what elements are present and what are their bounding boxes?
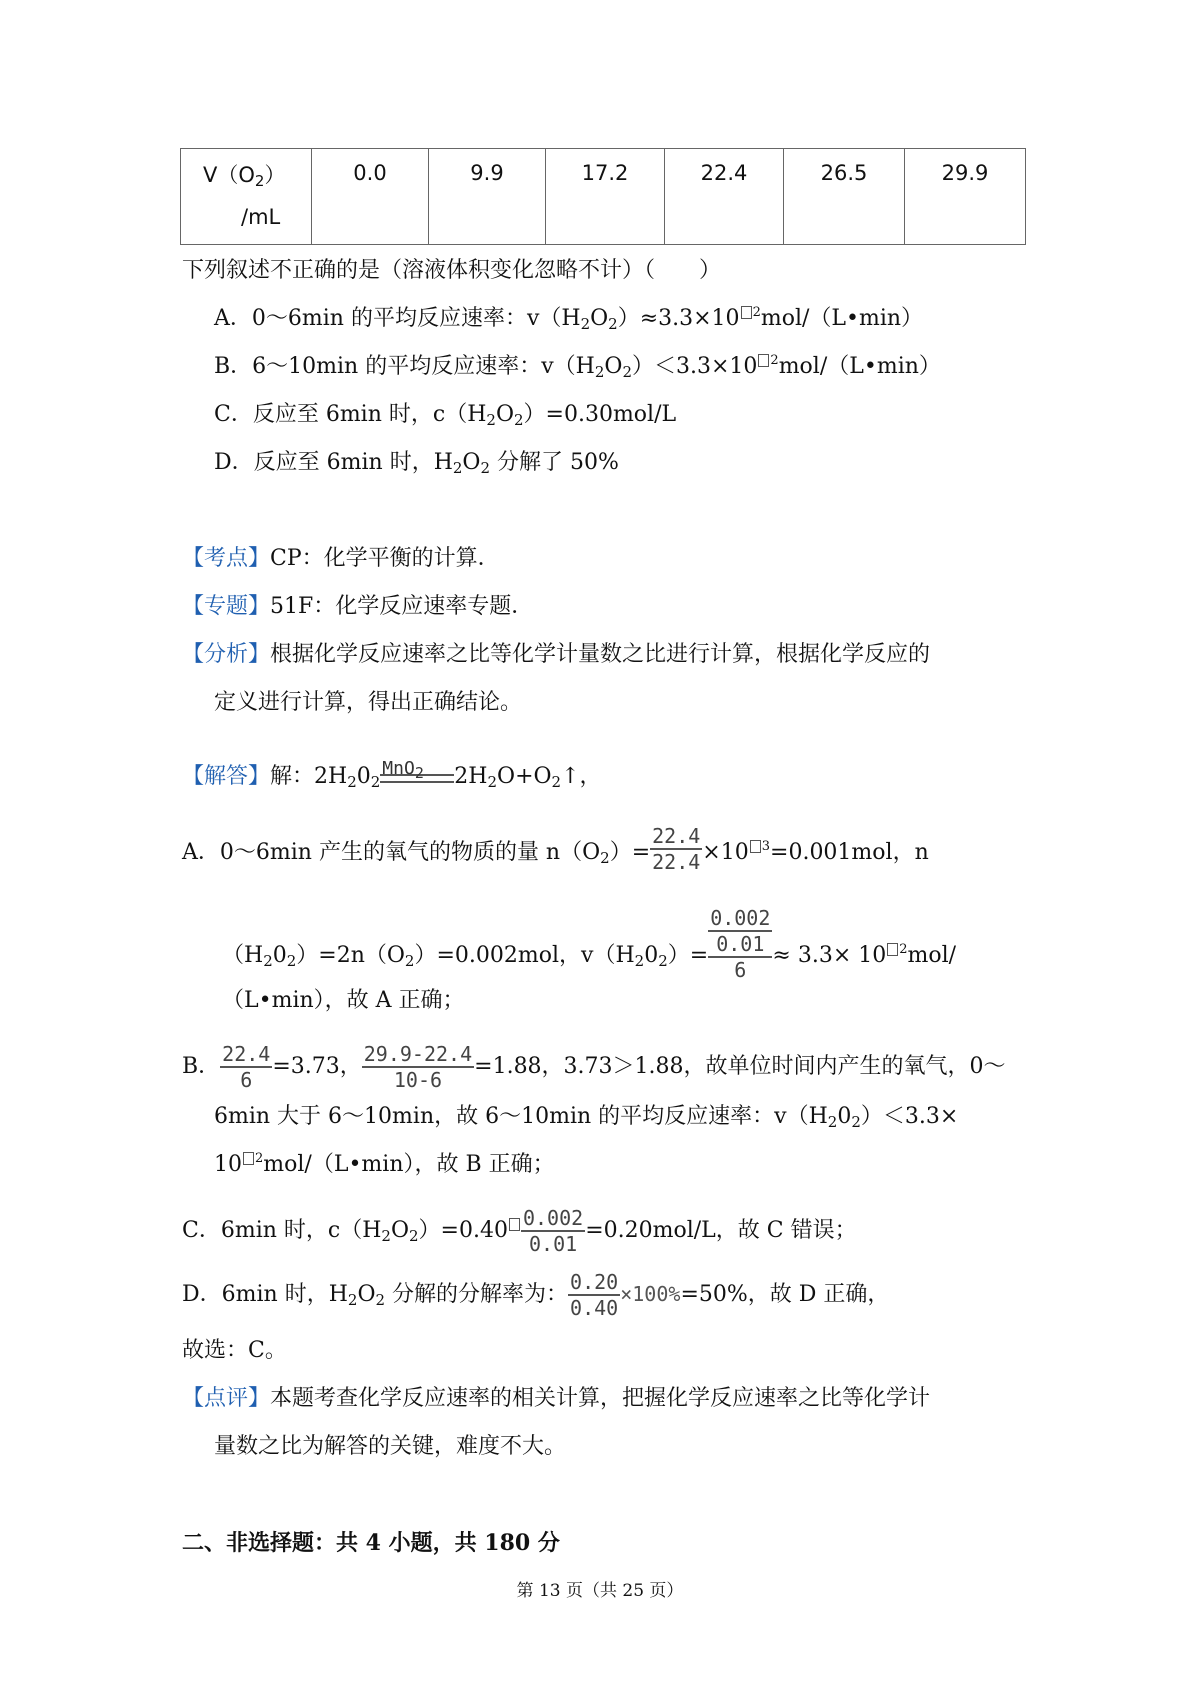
table-unit: /mL [241,205,281,229]
jieda-line: 【解答】解：$2H_20_2$ MnO$_2$ $2H_2O+O_2↑$， [182,758,602,791]
question-stem: 下列叙述不正确的是（溶液体积变化忽略不计）（ ） [182,258,722,283]
dianping-line: 【点评】本题考查化学反应速率的相关计算，把握化学反应速率之比等化学计 [182,1386,931,1411]
table-cell: 0.0 [312,149,429,245]
dianping-line-2: 量数之比为解答的关键，难度不大。 [214,1434,567,1459]
explain-b-line1: B． $\frac{22.4}{6}$ =3.73， $\frac{29.9-22.4}{10-6}$ =1.88，3.73＞1.88，故单位时间内产生的氧气，0～ [182,1042,1006,1092]
explain-b-line2: 6min 大于 6～10min，故 6～10min 的平均反应速率：$v(H_20_2)<3.3\times$ [214,1104,959,1131]
answer-line: 故选：C。 [182,1338,287,1363]
section-title: 二、非选择题：共 4 小题，共 180 分 [182,1530,560,1556]
explain-c-line: C．6min 时，$c(H_2O_2)=0.40$ $\frac{0.002}{0.01}$ =0.20mol/L，故 C 错误； [182,1206,857,1256]
explain-a-line1: A．0～6min 产生的氧气的物质的量 $n(O_2)=$ $\frac{22.4}{22.4}$ ×10 $^3$=0.001mol，n [182,824,929,874]
table-cell: 29.9 [905,149,1026,245]
fenxi-tag: 【分析】 [182,642,271,667]
reaction-arrow: MnO$_2$ [380,778,454,783]
option-b: B．6～10min 的平均反应速率：$v(H_2O_2)<3.3\times 10$ $^2$mol/（L•min） [214,353,941,381]
table-cell: 22.4 [665,149,784,245]
page-footer: 第 13 页（共 25 页） [516,1581,684,1601]
table-cell: 9.9 [429,149,546,245]
kaodian-tag: 【考点】 [182,546,271,571]
table-row [181,149,1026,245]
volume-table [180,148,1026,245]
option-d: D．反应至 6min 时，$H_2O_2$ 分解了 50% [214,450,619,477]
zhuanti-line: 【专题】51F：化学反应速率专题． [182,594,534,619]
dianping-tag: 【点评】 [182,1386,271,1411]
fenxi-line: 【分析】根据化学反应速率之比等化学计量数之比进行计算，根据化学反应的 [182,642,931,667]
fenxi-line-2: 定义进行计算，得出正确结论。 [214,690,523,715]
zhuanti-tag: 【专题】 [182,594,271,619]
table-header-cell: $V(O_2)$ /mL [181,149,312,245]
explain-a-line2: $(H_20_2)=2n(O_2)=0.002mol$，$v(H_20_2)=$ 0.002 0.01 6 ≈ 3.3× 10 $^2$mol/ [222,906,957,982]
kaodian-line: 【考点】CP：化学平衡的计算． [182,546,500,571]
jieda-tag: 【解答】 [182,764,271,789]
option-c: C．反应至 6min 时，$c(H_2O_2)=0.30mol/L$ [214,402,677,429]
explain-b-line3: 10 $^2$mol/（L•min），故 B 正确； [214,1151,555,1177]
table-cell: 17.2 [546,149,665,245]
option-a: A．0～6min 的平均反应速率：$v(H_2O_2)\approx 3.3\times 10$ $^2$mol/（L•min） [214,305,924,333]
table-cell: 26.5 [784,149,905,245]
explain-a-line3: （L•min），故 A 正确； [222,988,465,1013]
explain-d-line: D．6min 时，$H_2O_2$ 分解的分解率为： $\frac{0.20}{0.40}$ ×100%=50%，故 D 正确， [182,1270,890,1320]
